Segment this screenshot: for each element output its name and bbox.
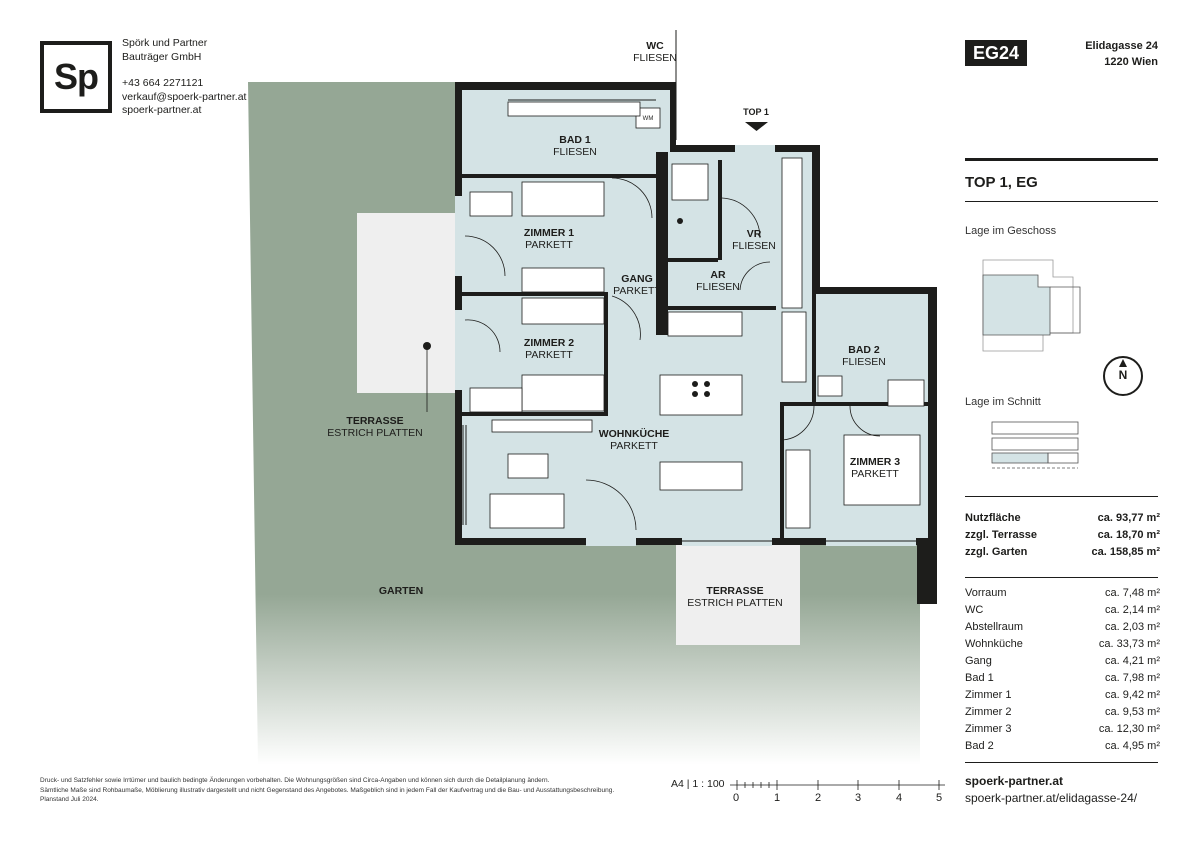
section-location-map xyxy=(990,420,1082,484)
room-row-label: Bad 2 xyxy=(965,740,994,752)
room-label-wc xyxy=(610,40,700,64)
company-email[interactable]: verkauf@spoerk-partner.at xyxy=(122,90,247,103)
room-label-terrasse-bottom xyxy=(680,585,790,609)
room-row-value: ca. 7,48 m² xyxy=(1104,587,1160,599)
room-row-label: Gang xyxy=(965,655,992,667)
room-floor-wc: FLIESEN xyxy=(633,52,677,64)
room-floor-terrasse-left: ESTRICH PLATTEN xyxy=(327,427,423,439)
room-row-value: ca. 9,53 m² xyxy=(1104,706,1160,718)
floor-location-label: Lage im Geschoss xyxy=(965,225,1057,237)
company-name-line2: Bauträger GmbH xyxy=(122,50,202,63)
room-row xyxy=(965,621,1160,633)
title-rule-top xyxy=(965,158,1158,161)
room-floor-gang: PARKETT xyxy=(613,285,661,297)
unit-title: TOP 1, EG xyxy=(965,174,1038,191)
scale-label: A4 | 1 : 100 xyxy=(671,778,725,790)
compass-letter: N xyxy=(1118,368,1128,382)
disclaimer-line: Druck- und Satzfehler sowie Irrtümer und baulich bedingte Änderungen vorbehalten. Die Wohnungsgrößen sind Circa-Angaben und können sich durch die Detailplanung ändern. xyxy=(40,777,550,784)
room-label-vr xyxy=(724,228,784,252)
room-label-zimmer3 xyxy=(832,456,918,480)
area-value: ca. 158,85 m² xyxy=(1091,546,1160,558)
room-row-value: ca. 2,03 m² xyxy=(1104,621,1160,633)
room-name-gang: GANG xyxy=(621,273,653,285)
room-name-vr: VR xyxy=(746,228,762,240)
room-row-value: ca. 4,95 m² xyxy=(1104,740,1160,752)
scale-tick-5: 5 xyxy=(936,792,943,804)
room-floor-vr: FLIESEN xyxy=(732,240,776,252)
room-row-label: Wohnküche xyxy=(965,638,1023,650)
scale-tick-0: 0 xyxy=(733,792,740,804)
room-row-label: Zimmer 2 xyxy=(965,706,1012,718)
room-label-zimmer2 xyxy=(504,337,594,361)
room-name-zimmer3: ZIMMER 3 xyxy=(849,456,901,468)
scale-tick-2: 2 xyxy=(815,792,822,804)
room-row xyxy=(965,655,1160,667)
area-label: zzgl. Terrasse xyxy=(965,529,1037,541)
entrance-label: TOP 1 xyxy=(743,107,769,117)
washing-machine-label: WM xyxy=(642,116,654,122)
company-web[interactable]: spoerk-partner.at xyxy=(122,104,202,116)
room-label-garten: GARTEN xyxy=(378,585,424,597)
room-label-terrasse-left xyxy=(320,415,430,439)
room-name-ar: AR xyxy=(710,269,726,281)
room-floor-zimmer1: PARKETT xyxy=(525,239,573,251)
disclaimer xyxy=(40,776,680,805)
room-name-terrasse-left: TERRASSE xyxy=(346,415,404,427)
room-row-label: Zimmer 3 xyxy=(965,723,1012,735)
room-row-label: Zimmer 1 xyxy=(965,689,1012,701)
title-rule-bottom xyxy=(965,201,1158,202)
room-row xyxy=(965,587,1160,599)
address-street: Elidagasse 24 xyxy=(1085,40,1158,52)
area-value: ca. 93,77 m² xyxy=(1097,512,1160,524)
terrace-left xyxy=(357,213,455,393)
room-floor-bad1: FLIESEN xyxy=(553,146,597,158)
areas-rule-top xyxy=(965,496,1158,497)
room-label-ar xyxy=(688,269,748,293)
room-row-label: Vorraum xyxy=(965,587,1007,599)
room-row-label: Abstellraum xyxy=(965,621,1024,633)
room-row xyxy=(965,740,1160,752)
floor-location-map xyxy=(978,255,1088,355)
section-location-label: Lage im Schnitt xyxy=(965,396,1041,408)
room-name-wc: WC xyxy=(646,40,664,52)
area-row-garten xyxy=(965,546,1160,558)
room-row-value: ca. 4,21 m² xyxy=(1104,655,1160,667)
unit-badge: EG24 xyxy=(965,40,1027,66)
area-label: Nutzfläche xyxy=(965,512,1021,524)
room-name-zimmer1: ZIMMER 1 xyxy=(523,227,575,239)
company-phone[interactable]: +43 664 2271121 xyxy=(122,77,204,89)
room-floor-zimmer2: PARKETT xyxy=(525,349,573,361)
room-floor-terrasse-bottom: ESTRICH PLATTEN xyxy=(687,597,783,609)
room-row xyxy=(965,689,1160,701)
room-label-gang xyxy=(606,273,668,297)
room-row-value: ca. 7,98 m² xyxy=(1104,672,1160,684)
room-floor-ar: FLIESEN xyxy=(696,281,740,293)
room-label-zimmer1 xyxy=(504,227,594,251)
room-label-bad2 xyxy=(836,344,892,368)
area-row-terrasse xyxy=(965,529,1160,541)
scale-bar xyxy=(730,778,950,792)
room-floor-wohnkueche: PARKETT xyxy=(610,440,658,452)
room-name-bad2: BAD 2 xyxy=(848,344,880,356)
area-value: ca. 18,70 m² xyxy=(1097,529,1160,541)
footer-web-link[interactable]: spoerk-partner.at xyxy=(965,774,1064,788)
room-row-value: ca. 33,73 m² xyxy=(1098,638,1160,650)
room-row-value: ca. 9,42 m² xyxy=(1104,689,1160,701)
room-row xyxy=(965,638,1160,650)
area-label: zzgl. Garten xyxy=(965,546,1028,558)
company-name-line1: Spörk und Partner xyxy=(122,37,208,49)
rooms-rule-bottom xyxy=(965,762,1158,763)
disclaimer-line: Planstand Juli 2024. xyxy=(40,796,99,803)
room-label-bad1 xyxy=(530,134,620,158)
entrance-arrow-icon xyxy=(745,122,768,131)
areas-rule-bottom xyxy=(965,577,1158,578)
room-row-value: ca. 2,14 m² xyxy=(1104,604,1160,616)
room-name-zimmer2: ZIMMER 2 xyxy=(523,337,575,349)
room-row-label: WC xyxy=(965,604,984,616)
room-row xyxy=(965,672,1160,684)
address xyxy=(1085,38,1158,70)
room-name-bad1: BAD 1 xyxy=(559,134,591,146)
room-row-label: Bad 1 xyxy=(965,672,994,684)
room-floor-zimmer3: PARKETT xyxy=(851,468,899,480)
room-row-value: ca. 12,30 m² xyxy=(1098,723,1160,735)
room-name-terrasse-bottom: TERRASSE xyxy=(706,585,764,597)
scale-tick-3: 3 xyxy=(855,792,862,804)
room-row xyxy=(965,723,1160,735)
room-label-wohnkueche xyxy=(574,428,694,452)
scale-tick-1: 1 xyxy=(774,792,781,804)
room-floor-bad2: FLIESEN xyxy=(842,356,886,368)
scale-tick-4: 4 xyxy=(896,792,903,804)
company-logo-text: Sp xyxy=(53,56,98,97)
area-row-nutzflaeche xyxy=(965,512,1160,524)
address-city: 1220 Wien xyxy=(1104,56,1158,68)
wc-dot xyxy=(677,218,683,224)
disclaimer-line: Sämtliche Maße sind Rohbaumaße, Möblierung illustrativ dargestellt und nicht Gegenstand des Angebotes. Maßgeblich sind in jedem Fall der Kaufvertrag und die Bau- und Ausstattungsbeschreibung. xyxy=(40,786,615,794)
room-row xyxy=(965,604,1160,616)
footer-web-sublink[interactable]: spoerk-partner.at/elidagasse-24/ xyxy=(965,791,1138,805)
room-name-wohnkueche: WOHNKÜCHE xyxy=(598,428,670,440)
room-row xyxy=(965,706,1160,718)
